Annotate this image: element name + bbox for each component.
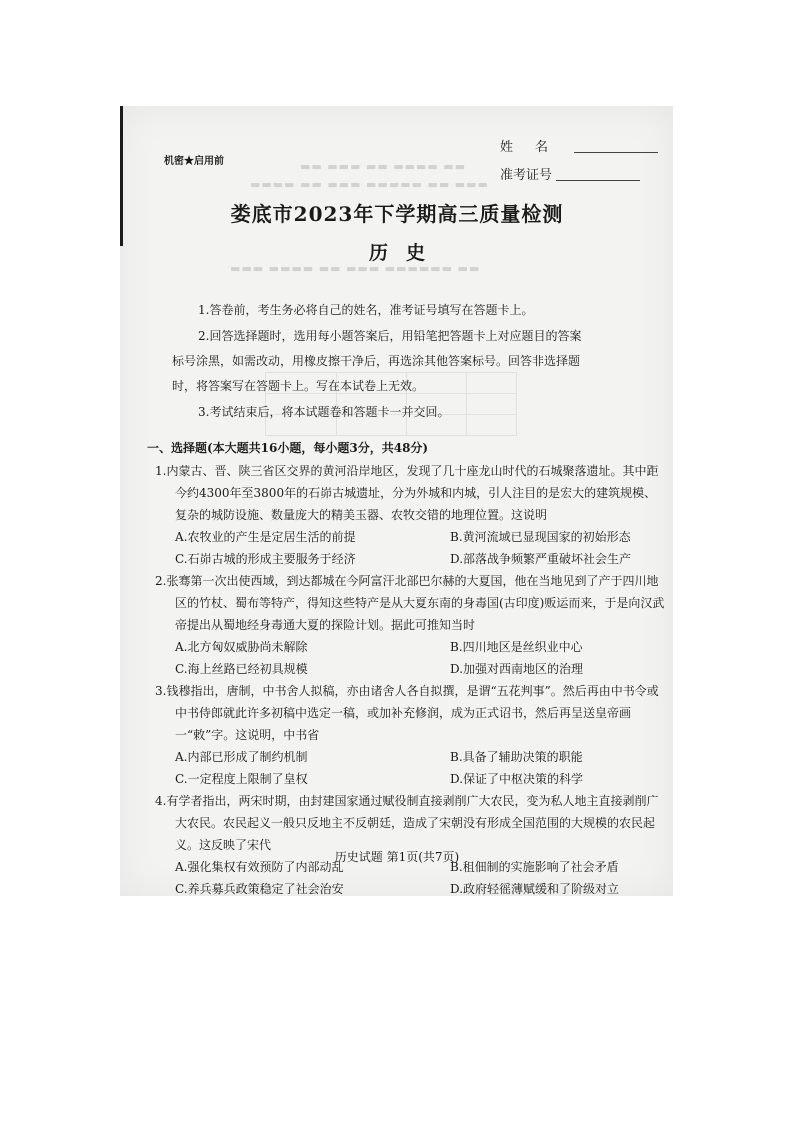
question-stem: 4.有学者指出，两宋时期，由封建国家通过赋役制直接剥削广大农民，变为私人地主直接剥削广大农民。农民起义一般只反地主不反朝廷，造成了宋朝没有形成全国范围的大规模的农民起义。这反映了宋代 — [155, 794, 659, 852]
question-options — [147, 746, 667, 790]
exam-id-label: 准考证号 — [500, 168, 553, 183]
subject-title: 历史 — [368, 242, 443, 264]
exam-title: 娄底市2023年下学期高三质量检测 — [230, 202, 564, 226]
question-4 — [147, 790, 667, 900]
option-d[interactable]: D.保证了中枢决策的科学 — [450, 772, 584, 786]
option-b[interactable]: B.四川地区是丝织业中心 — [450, 640, 583, 654]
page-footer: 历史试题 第1页(共7页) — [334, 850, 460, 864]
option-c[interactable]: C.养兵募兵政策稳定了社会治安 — [175, 882, 344, 896]
bleed-through-text: ▬▬▬ ▬▬▬▬ ▬▬ ▬▬▬ ▬▬▬▬▬▬ ▬▬ — [230, 262, 481, 275]
option-b[interactable]: B.黄河流域已显现国家的初始形态 — [450, 530, 631, 544]
option-a[interactable]: A.农牧业的产生是定居生活的前提 — [175, 530, 356, 544]
question-section — [147, 438, 667, 900]
instruction-item: 3.考试结束后，将本试题卷和答题卡一并交回。 — [198, 405, 450, 419]
exam-id-field[interactable] — [500, 164, 640, 183]
option-a[interactable]: A.强化集权有效预防了内部动乱 — [175, 860, 344, 874]
question-options — [147, 526, 667, 570]
bleed-through-text: ▬▬ ▬▬▬ ▬▬ ▬▬▬▬ ▬▬ — [300, 160, 467, 173]
question-stem: 2.张骞第一次出使西域，到达都城在今阿富汗北部巴尔赫的大夏国，他在当地见到了产于四川地区的竹杖、蜀布等特产，得知这些特产是从大夏东南的身毒国(古印度)贩运而来，于是向汉武帝提出从蜀地经身毒通大夏的探险计划。据此可推知当时 — [155, 574, 665, 632]
bleed-through-text: ▬▬▬▬ ▬▬ ▬▬▬ ▬▬▬▬▬ ▬▬ ▬▬▬ — [250, 178, 489, 191]
instruction-item: 1.答卷前，考生务必将自己的姓名，准考证号填写在答题卡上。 — [198, 303, 534, 317]
option-d[interactable]: D.部落战争频繁严重破坏社会生产 — [450, 552, 632, 566]
option-c[interactable]: C.海上丝路已经初具规模 — [175, 662, 308, 676]
question-2 — [147, 570, 667, 680]
option-b[interactable]: B.租佃制的实施影响了社会矛盾 — [450, 860, 619, 874]
option-d[interactable]: D.政府轻徭薄赋缓和了阶级对立 — [450, 882, 620, 896]
name-field[interactable] — [500, 136, 658, 155]
question-3 — [147, 680, 667, 790]
option-a[interactable]: A.内部已形成了制约机制 — [175, 750, 308, 764]
option-b[interactable]: B.具备了辅助决策的职能 — [450, 750, 583, 764]
secret-label: 机密★启用前 — [164, 156, 224, 167]
instructions — [172, 298, 592, 426]
option-a[interactable]: A.北方匈奴威胁尚未解除 — [175, 640, 308, 654]
section-heading: 一、选择题(本大题共16小题，每小题3分，共48分) — [147, 441, 429, 455]
name-label: 姓名 — [500, 140, 571, 155]
name-blank[interactable] — [574, 140, 658, 153]
option-c[interactable]: C.一定程度上限制了皇权 — [175, 772, 308, 786]
option-d[interactable]: D.加强对西南地区的治理 — [450, 662, 584, 676]
exam-id-blank[interactable] — [556, 168, 640, 181]
question-options — [147, 636, 667, 680]
question-1 — [147, 460, 667, 570]
option-c[interactable]: C.石峁古城的形成主要服务于经济 — [175, 552, 356, 566]
question-stem: 3.钱穆指出，唐制，中书舍人拟稿，亦由诸舍人各自拟撰，是谓“五花判事”。然后再由中书令或中书侍郎就此许多初稿中选定一稿，或加补充修润，成为正式诏书，然后再呈送皇帝画一“敕”字。这说明，中书省 — [155, 684, 659, 742]
instruction-item: 2.回答选择题时，选用每小题答案后，用铅笔把答题卡上对应题目的答案标号涂黑，如需改动，用橡皮擦干净后，再选涂其他答案标号。回答非选择题时，将答案写在答题卡上。写在本试卷上无效。 — [172, 329, 582, 393]
question-stem: 1.内蒙古、晋、陕三省区交界的黄河沿岸地区，发现了几十座龙山时代的石城聚落遗址。其中距今约4300年至3800年的石峁古城遗址，分为外城和内城，引人注目的是宏大的建筑规模、复杂的城防设施、数量庞大的精美玉器、农牧交错的地理位置。这说明 — [155, 464, 659, 522]
